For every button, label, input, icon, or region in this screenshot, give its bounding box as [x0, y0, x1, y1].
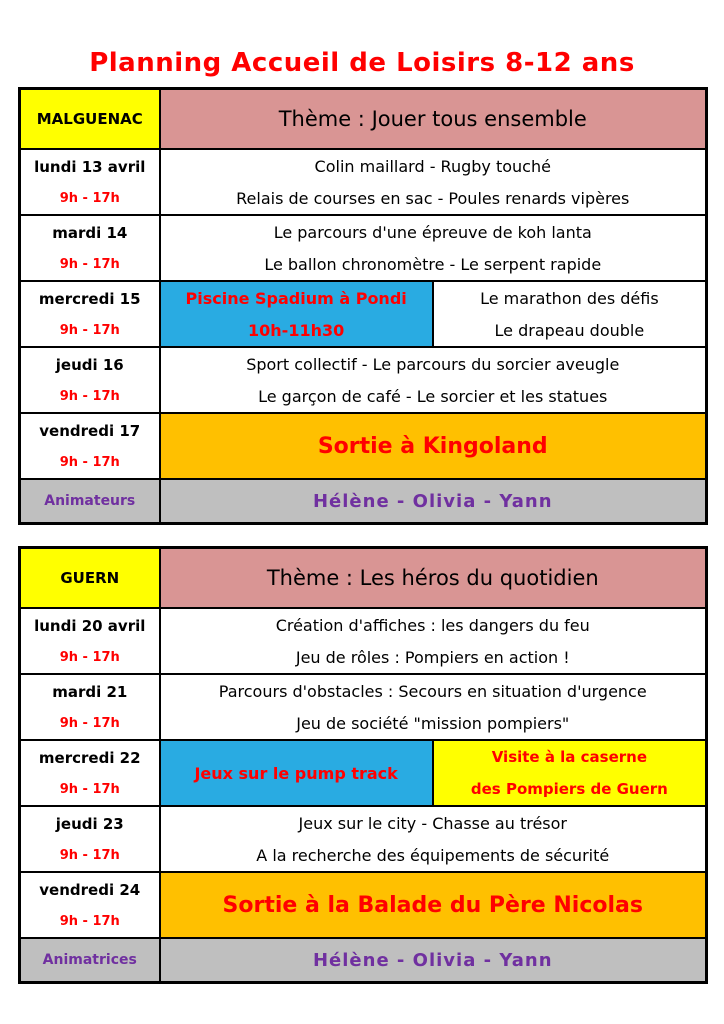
table-row: [20, 806, 707, 872]
theme-label: Thème : Jouer tous ensemble: [278, 107, 587, 131]
theme-label: Thème : Les héros du quotidien: [266, 566, 599, 590]
table-row: [20, 413, 707, 479]
activity-line: Colin maillard - Rugby touché: [314, 156, 551, 176]
day-label: mardi 21: [52, 682, 128, 701]
hours-label: 9h - 17h: [59, 848, 120, 864]
team-names: Hélène - Olivia - Yann: [312, 490, 553, 512]
activities-cell: [160, 347, 707, 413]
activity-line: A la recherche des équipements de sécurité: [256, 845, 610, 865]
site-cell: [20, 89, 160, 150]
table-row: [20, 608, 707, 674]
activities-cell: [160, 806, 707, 872]
activity-line: Jeu de rôles : Pompiers en action !: [295, 647, 570, 667]
pool-cell: [161, 282, 434, 346]
date-cell: [20, 347, 160, 413]
day-label: vendredi 17: [39, 421, 141, 440]
pump-track-cell: [161, 741, 434, 805]
day-label: mardi 14: [52, 223, 128, 242]
date-cell: [20, 149, 160, 215]
date-cell: [20, 806, 160, 872]
table-row: [20, 872, 707, 938]
outing-label: Sortie à Kingoland: [317, 433, 548, 459]
activity-line: Parcours d'obstacles : Secours en situation d'urgence: [218, 681, 647, 701]
activities-subcell: [434, 282, 705, 346]
table-row: [20, 347, 707, 413]
site-cell: [20, 548, 160, 609]
activity-line: Création d'affiches : les dangers du feu: [275, 615, 590, 635]
page-title: Planning Accueil de Loisirs 8-12 ans: [89, 48, 635, 78]
activity-line: Le garçon de café - Le sorcier et les statues: [258, 386, 608, 406]
visit-line: Visite à la caserne: [491, 748, 648, 766]
day-label: lundi 13 avril: [34, 157, 146, 176]
hours-label: 9h - 17h: [59, 323, 120, 339]
activities-cell: [160, 215, 707, 281]
day-label: lundi 20 avril: [34, 616, 146, 635]
hours-label: 9h - 17h: [59, 650, 120, 666]
date-cell: [20, 740, 160, 806]
day-label: mercredi 15: [38, 289, 141, 308]
date-cell: [20, 281, 160, 347]
theme-cell: [160, 548, 707, 609]
date-cell: [20, 215, 160, 281]
split-activities-cell: [160, 281, 707, 347]
header-row: [20, 548, 707, 609]
header-row: [20, 89, 707, 150]
footer-row: [20, 938, 707, 983]
outing-cell: [160, 872, 707, 938]
hours-label: 9h - 17h: [59, 716, 120, 732]
hours-label: 9h - 17h: [59, 257, 120, 273]
pump-track-line: Jeux sur le pump track: [194, 763, 398, 783]
pool-time: 10h-11h30: [248, 320, 345, 340]
footer-names-cell: [160, 938, 707, 983]
hours-label: 9h - 17h: [59, 455, 120, 471]
day-label: vendredi 24: [39, 880, 141, 899]
date-cell: [20, 608, 160, 674]
date-cell: [20, 872, 160, 938]
activity-line: Jeu de société "mission pompiers": [296, 713, 570, 733]
visit-line: des Pompiers de Guern: [470, 780, 668, 798]
table-row: [20, 281, 707, 347]
hours-label: 9h - 17h: [59, 191, 120, 207]
team-role-label: Animatrices: [42, 952, 137, 968]
table-row: [20, 740, 707, 806]
table-row: [20, 674, 707, 740]
planning-table-malguenac: [18, 87, 708, 525]
team-role-label: Animateurs: [44, 493, 136, 509]
outing-label: Sortie à la Balade du Père Nicolas: [222, 892, 643, 918]
split-activities-cell: [160, 740, 707, 806]
footer-names-cell: [160, 479, 707, 524]
table-row: [20, 149, 707, 215]
pool-line: Piscine Spadium à Pondi: [185, 288, 407, 308]
site-name: GUERN: [60, 569, 120, 587]
site-name: MALGUENAC: [36, 110, 143, 128]
footer-row: [20, 479, 707, 524]
theme-cell: [160, 89, 707, 150]
date-cell: [20, 413, 160, 479]
day-label: jeudi 23: [55, 814, 124, 833]
hours-label: 9h - 17h: [59, 914, 120, 930]
footer-label-cell: [20, 938, 160, 983]
footer-label-cell: [20, 479, 160, 524]
activity-line: Sport collectif - Le parcours du sorcier aveugle: [246, 354, 620, 374]
activities-cell: [160, 674, 707, 740]
planning-table-guern: [18, 546, 708, 984]
hours-label: 9h - 17h: [59, 782, 120, 798]
activity-line: Relais de courses en sac - Poules renards vipères: [236, 188, 630, 208]
activity-line: Le ballon chronomètre - Le serpent rapide: [264, 254, 602, 274]
activity-line: Le drapeau double: [494, 320, 645, 340]
activity-line: Jeux sur le city - Chasse au trésor: [298, 813, 567, 833]
date-cell: [20, 674, 160, 740]
hours-label: 9h - 17h: [59, 389, 120, 405]
activity-line: Le marathon des défis: [480, 288, 659, 308]
outing-cell: [160, 413, 707, 479]
visit-cell: [434, 741, 705, 805]
day-label: mercredi 22: [38, 748, 141, 767]
day-label: jeudi 16: [55, 355, 124, 374]
activity-line: Le parcours d'une épreuve de koh lanta: [273, 222, 592, 242]
activities-cell: [160, 149, 707, 215]
activities-cell: [160, 608, 707, 674]
team-names: Hélène - Olivia - Yann: [312, 949, 553, 971]
table-row: [20, 215, 707, 281]
